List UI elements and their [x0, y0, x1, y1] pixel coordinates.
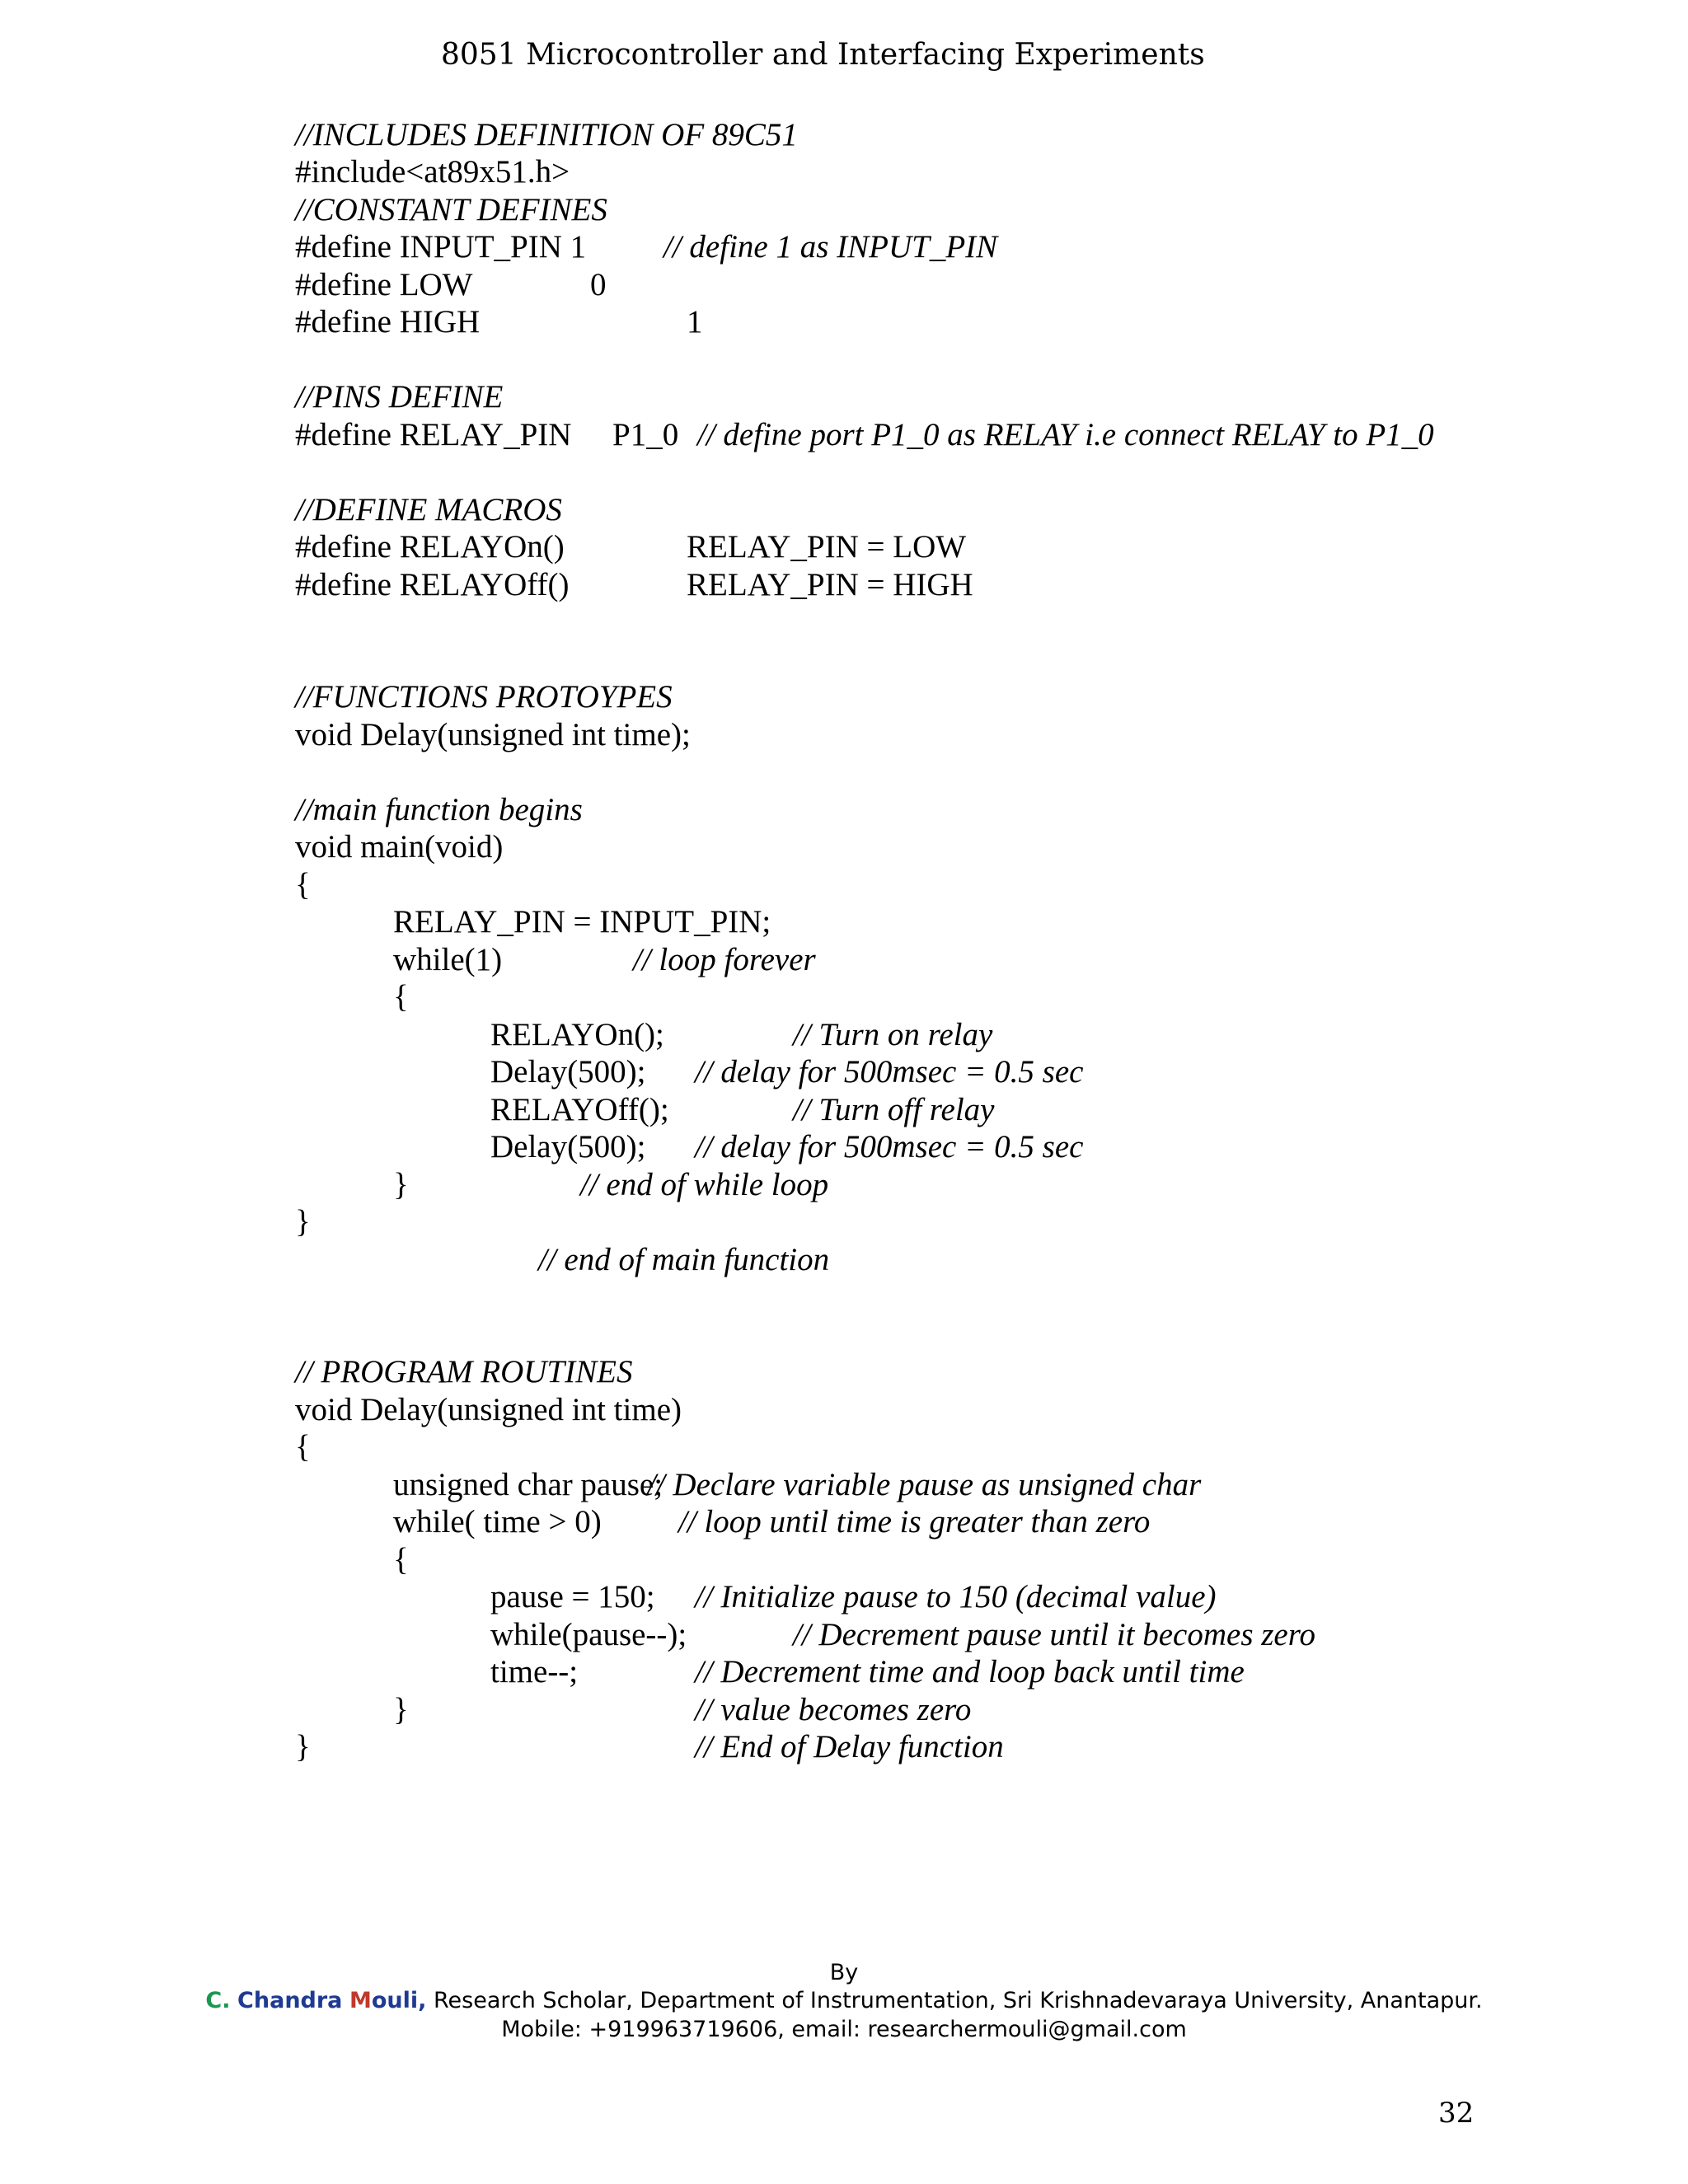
code-text: #define RELAYOn() [295, 529, 565, 565]
code-brace: { [295, 867, 311, 902]
code-text: #define RELAYOff() [295, 567, 570, 602]
author-last-initial: M [349, 1988, 372, 2013]
code-comment: // delay for 500msec = 0.5 sec [695, 1054, 1084, 1090]
code-value: RELAY_PIN = HIGH [687, 567, 973, 602]
code-comment: // define 1 as INPUT_PIN [663, 229, 998, 265]
code-comment: // loop forever [633, 942, 816, 977]
code-comment: // end of main function [538, 1242, 830, 1277]
author-affiliation: Research Scholar, Department of Instrumentation, Sri Krishnadevaraya University, Anantapur. [426, 1988, 1483, 2013]
code-comment: // define port P1_0 as RELAY i.e connect RELAY to P1_0 [697, 417, 1434, 452]
code-value: 1 [687, 304, 703, 340]
author-first-initial: C [237, 1988, 254, 2013]
code-text: #define LOW [295, 267, 473, 302]
code-text: time--; [490, 1654, 579, 1690]
code-brace: } [295, 1729, 311, 1765]
code-comment: // loop until time is greater than zero [678, 1504, 1151, 1540]
page-number: 32 [1438, 2097, 1475, 2130]
code-comment: // end of while loop [580, 1167, 829, 1202]
code-text: #define INPUT_PIN 1 [295, 229, 587, 265]
code-text: #define HIGH [295, 304, 481, 340]
page-header: 8051 Microcontroller and Interfacing Experiments [441, 38, 1205, 72]
footer-author-line [0, 1988, 1688, 2013]
code-comment: //CONSTANT DEFINES [295, 192, 607, 227]
code-comment: // Decrement pause until it becomes zero [793, 1617, 1315, 1652]
code-text: while(1) [393, 942, 503, 977]
code-text: #define RELAY_PIN [295, 417, 572, 452]
author-initial: C. [205, 1988, 231, 2013]
code-comment: // Turn on relay [793, 1017, 993, 1052]
code-comment: //FUNCTIONS PROTOYPES [295, 679, 673, 715]
code-text: RELAYOff(); [490, 1092, 669, 1127]
footer-by: By [829, 1960, 859, 1985]
code-value: RELAY_PIN = LOW [687, 529, 967, 565]
code-comment: // delay for 500msec = 0.5 sec [695, 1129, 1084, 1165]
code-text: pause = 150; [490, 1579, 655, 1615]
code-comment: //DEFINE MACROS [295, 492, 562, 527]
code-value: 0 [590, 267, 607, 302]
code-line: void main(void) [295, 829, 504, 865]
code-comment: //INCLUDES DEFINITION OF 89C51 [295, 117, 798, 152]
code-brace: } [295, 1204, 311, 1240]
code-brace: { [393, 1542, 409, 1577]
code-comment: // PROGRAM ROUTINES [295, 1354, 633, 1390]
code-line: void Delay(unsigned int time); [295, 717, 691, 752]
code-comment: //main function begins [295, 792, 583, 827]
code-line: RELAY_PIN = INPUT_PIN; [393, 904, 771, 940]
code-text: RELAYOn(); [490, 1017, 664, 1052]
author-first-name: handra [253, 1988, 343, 2013]
code-line: #include<at89x51.h> [295, 154, 570, 190]
code-text: Delay(500); [490, 1054, 646, 1090]
code-value: P1_0 [612, 417, 679, 452]
code-comment: // value becomes zero [695, 1692, 972, 1727]
code-brace: { [393, 979, 409, 1015]
code-comment: // Decrement time and loop back until time [695, 1654, 1245, 1690]
code-comment: // Turn off relay [793, 1092, 995, 1127]
code-brace: } [393, 1167, 409, 1202]
code-text: while(pause--); [490, 1617, 687, 1652]
code-text: unsigned char pause; [393, 1467, 663, 1502]
code-line: void Delay(unsigned int time) [295, 1392, 682, 1427]
code-comment: //PINS DEFINE [295, 379, 504, 415]
footer-contact: Mobile: +919963719606, email: researchermouli@gmail.com [501, 2017, 1187, 2042]
code-brace: } [393, 1692, 409, 1727]
code-text: Delay(500); [490, 1129, 646, 1165]
code-brace: { [295, 1429, 311, 1465]
author-last-name: ouli, [371, 1988, 427, 2013]
code-comment: // Declare variable pause as unsigned char [647, 1467, 1202, 1502]
code-comment: // Initialize pause to 150 (decimal value) [695, 1579, 1217, 1615]
code-comment: // End of Delay function [695, 1729, 1004, 1765]
code-text: while( time > 0) [393, 1504, 602, 1540]
